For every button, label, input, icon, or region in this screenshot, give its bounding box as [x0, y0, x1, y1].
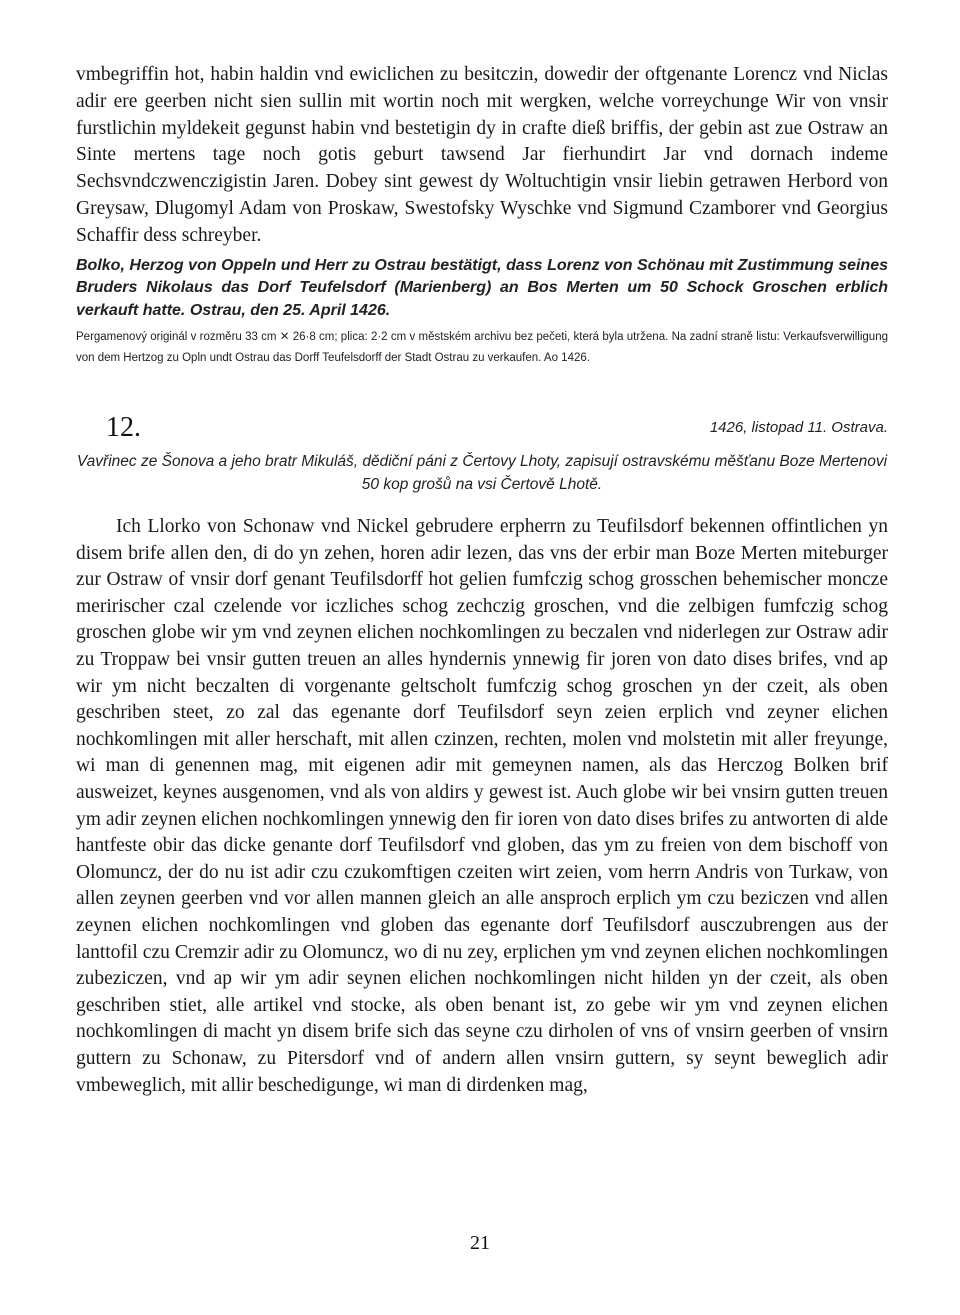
- regest-german: Bolko, Herzog von Oppeln und Herr zu Ostrau bestätigt, dass Lorenz von Schönau mit Zustimmung seines Bruders Nikolaus das Dorf Teufelsdorf (Marienberg) an Bos Merten um 50 Schock Groschen erblich verkauft hatte. Ostrau, den 25. April 1426.: [76, 256, 888, 319]
- regest-czech: Vavřinec ze Šonova a jeho bratr Mikuláš, dědiční páni z Čertovy Lhoty, zapisují ostravskému měšťanu Boze Mertenovi 50 kop grošů na vsi Čertově Lhotě.: [76, 453, 888, 493]
- page-number: 21: [470, 1232, 490, 1254]
- continuation-text: vmbegriffin hot, habin haldin vnd ewiclichen zu besitczin, dowedir der oftgenante Lorencz vnd Niclas adir ere geerben nicht sien sullin mit wortin noch mit wergken, welche vorreychunge Wir von vnsir furstlichin myldekeit gegunst habin vnd bestetigin dy in crafte dieß briffis, der gebin ast zue Ostraw an Sinte mertens tage noch gotis geburt tawsend Jar fierhundirt Jar vnd dornach indeme Sechsvndczwenczigistin Jaren. Dobey sint gewest dy Woltuchtigin vnsir liebin getrawen Herbord von Greysaw, Dlugomyl Adam von Proskaw, Swestofsky Wyschke vnd Sigmund Czamborer vnd Georgius Schaffir dess schreyber.: [76, 64, 888, 246]
- main-text: Ich Llorko von Schonaw vnd Nickel gebrudere erpherrn zu Teufilsdorf bekennen offintlichen yn disem brife allen den, di do yn zehen, horen adir lezen, das vns der erbir man Boze Merten miteburger zur Ostraw of vnsir dorf genant Teufilsdorff hot gelien fumfczig schog grosschen behemischer moncze meririscher czal czelende vor iczliches schog zechczig groschen, vnd die zelbigen fumfczig schog groschen globe wir ym vnd zeynen elichen nochkomlingen zu beczalen vnd niderlegen zur Ostraw adir zu Troppaw bei vnsir gutten treuen an alles hyndernis ynnewig fir joren von dato dises brifes, vnd ap wir ym nicht beczalten di vorgenante geltscholt fumfczig schog groschen yn der czeit, als oben geschriben steet, zo zal das egenante dorf Teufilsdorf seyn zeien erplich vnd zeyner elichen nochkomlingen mit aller herschaft, mit allen czinzen, rechten, molen vnd molstetin mit aller freyunge, wi man di genennen mag, mit eigenen adir mit gemeynen namen, als das Herczog Bolken brif ausweizet, keynes ausgenomen, vnd als von aldirs y gewest ist. Auch globe wir bei vnsirn gutten treuen ym adir zeynen elichen nochkomlingen ynnewig den fir ioren von dato dises brifes zu antworten di alde hantfeste obir das dicke genante dorf Teufilsdorf vnd globen, das ym zu freien von dem bischoff von Olomuncz, der do nu ist adir czu czukomftigen czeiten wirt zeien, vom herrn Andris von Turkaw, von allen zeynen geerben vnd vor allen mannen gleich an alle ansproch erplich ym czu beziczen vnd allen zeynen elichen nochkomlingen vnd globen das egenante dorf Teufilsdorf ausczubrengen aus der lanttofil czu Cremzir adir zu Olomuncz, wo di nu zey, erplichen ym vnd zeynen elichen nochkomlingen zubeziczen, vnd ap wir ym adir seynen elichen nochkomlingen nicht hilden yn der czeit, als oben geschriben stiet, alle artikel vnd stocke, als oben benant ist, zo gebe wir ym vnd zeynen elichen nochkomlingen di macht yn disem brife sich das seyne czu dirholen of vns of vnsirn geerben of vnsirn guttern zu Schonaw, zu Pitersdorf vnd of andern allen vnsirn guttern, sy seynt beweglich adir vmbeweglich, mit allir beschedigunge, wi man di dirdenken mag,: [76, 516, 888, 1096]
- document-number: 12.: [106, 412, 141, 444]
- archival-note: Pergamenový originál v rozměru 33 cm ✕ 26·8 cm; plica: 2·2 cm v městském archivu bez pečeti, která byla utržena. Na zadní straně listu: Verkaufsverwilligung von dem Hertzog zu Opln undt Ostrau das Dorff Teufelsdorff der Stadt Ostrau zu verkaufen. Ao 1426.: [76, 331, 888, 365]
- document-date: 1426, listopad 11. Ostrava.: [709, 419, 888, 437]
- document-header: [76, 411, 888, 445]
